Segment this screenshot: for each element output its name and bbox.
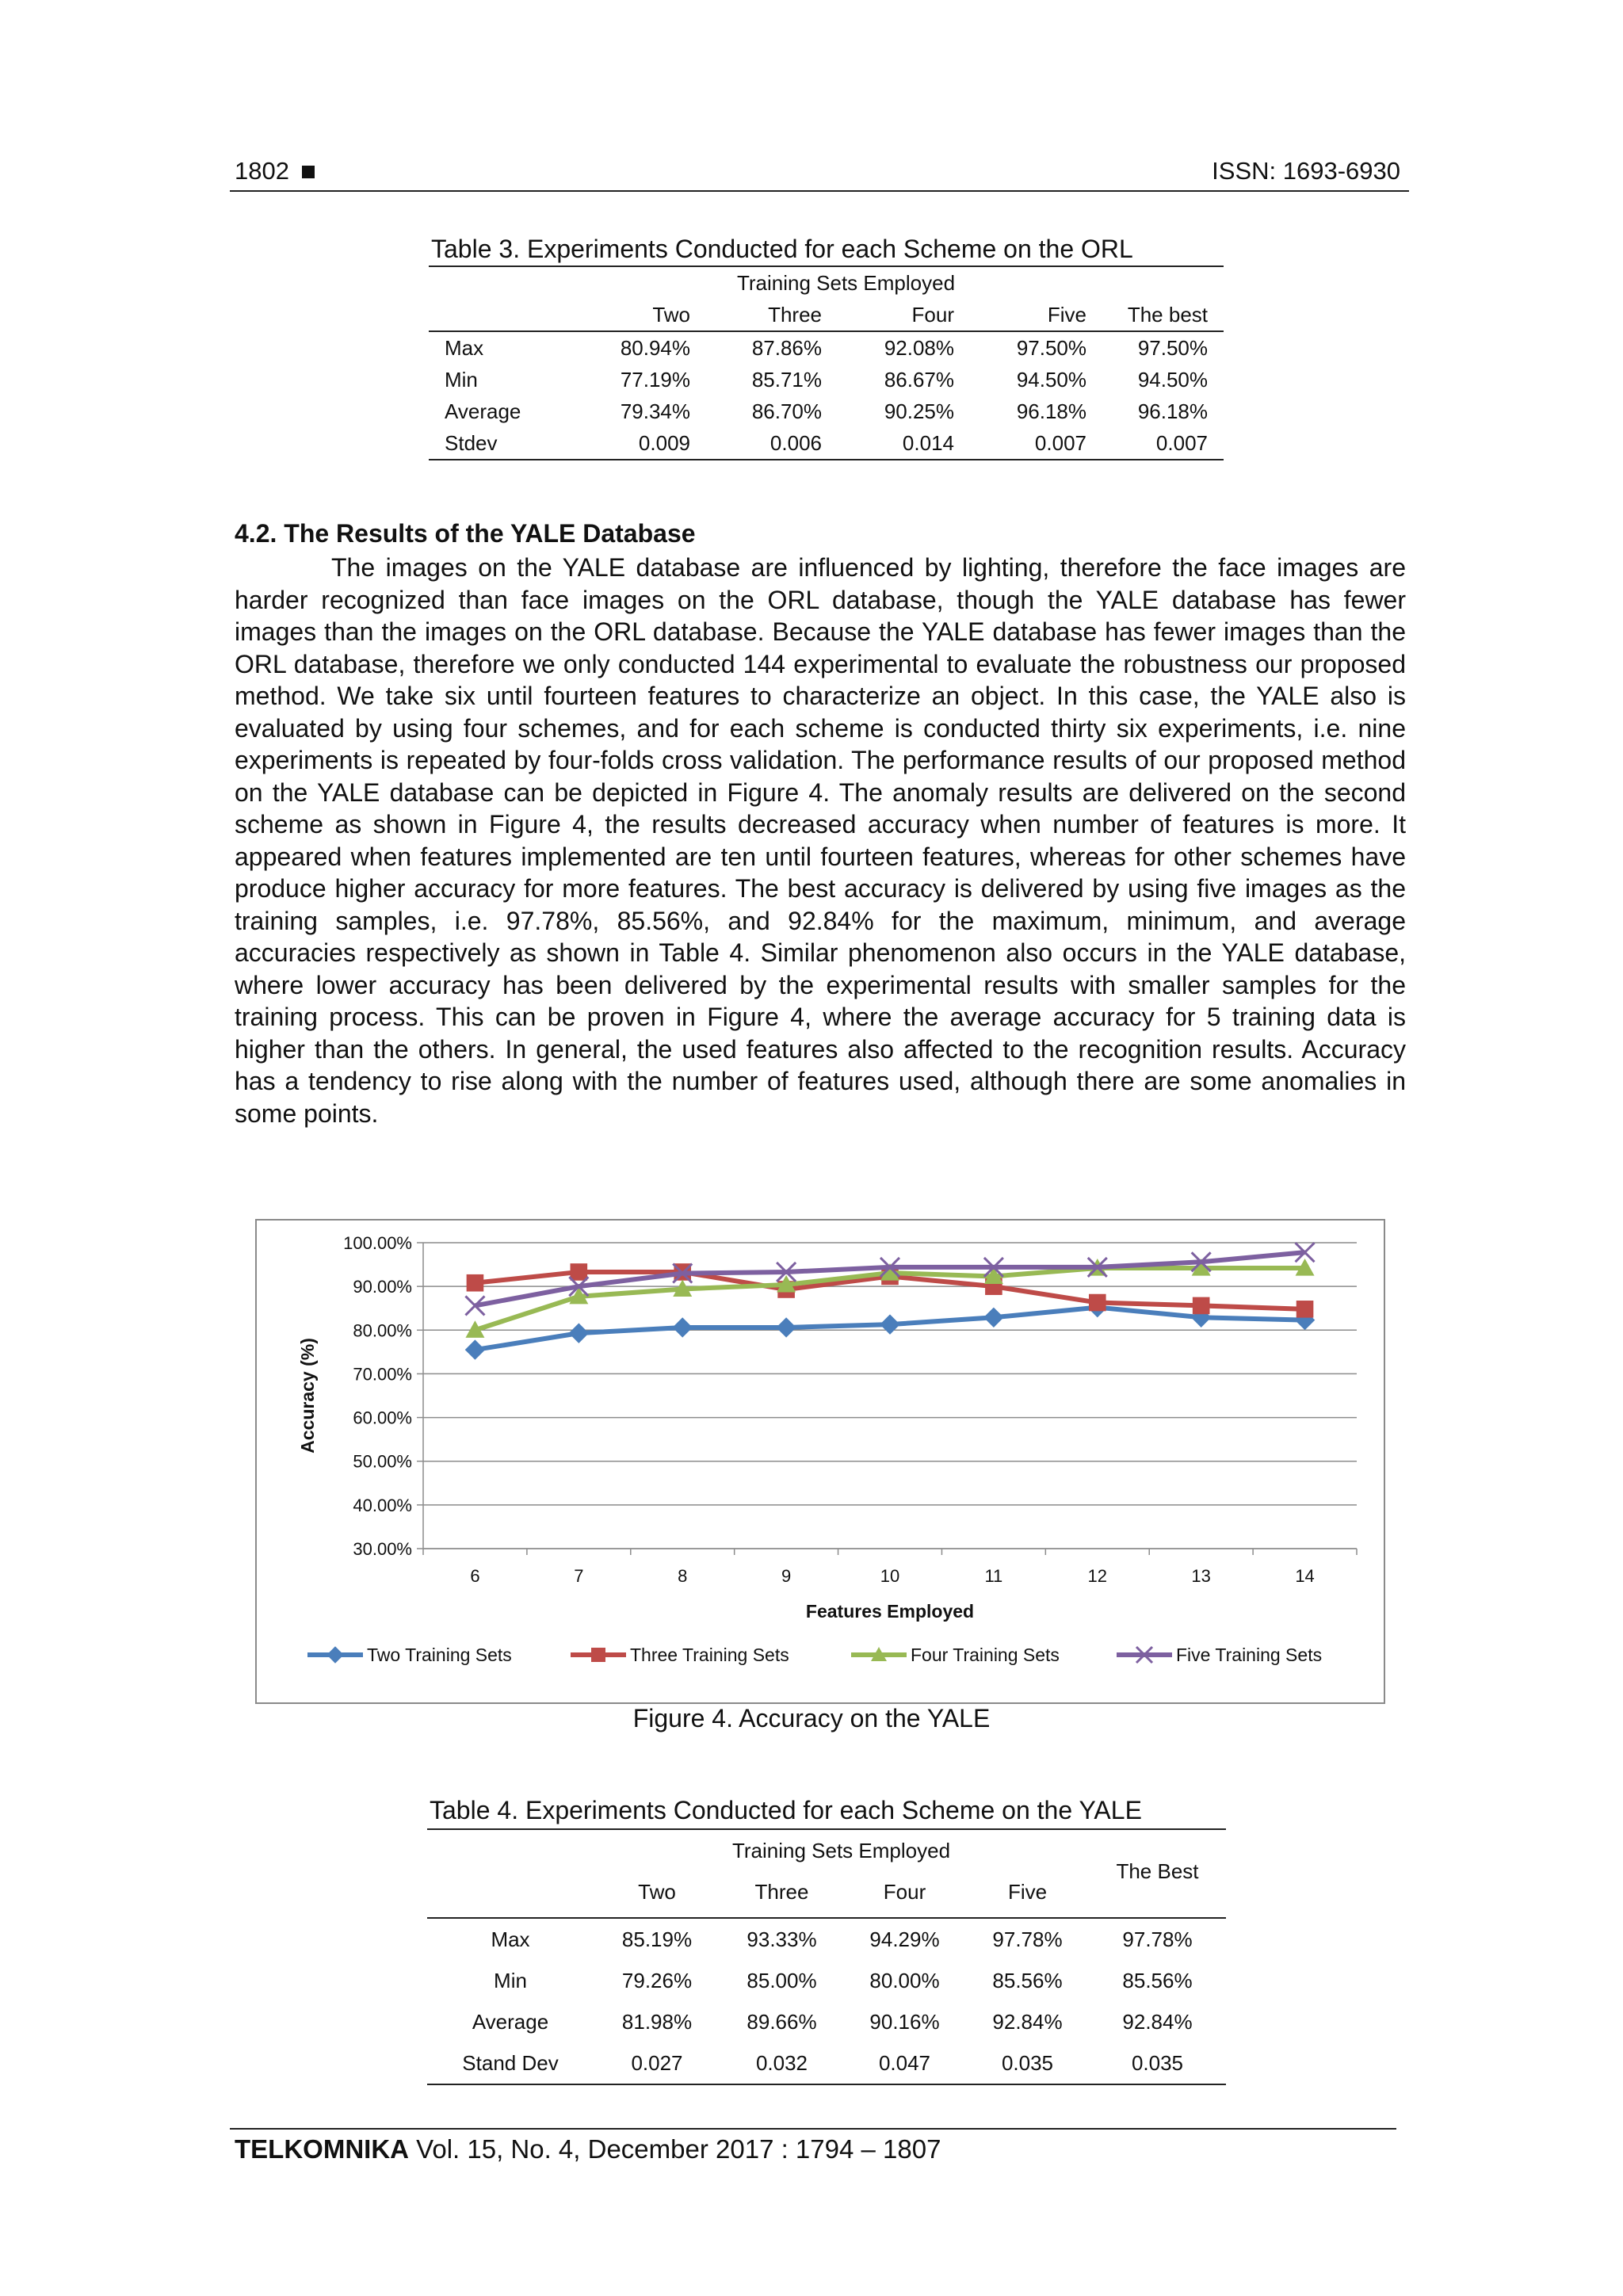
legend-marker: [591, 1648, 605, 1662]
data-point: [467, 1274, 484, 1292]
table-cell: 86.70%: [751, 399, 822, 423]
table-cell: 92.84%: [992, 2009, 1063, 2034]
y-tick-label: 80.00%: [353, 1320, 412, 1341]
table-row: [427, 2001, 1226, 2042]
table-row: [429, 427, 1224, 460]
table-cell: 81.98%: [621, 2009, 693, 2034]
table-cell: 79.26%: [621, 1968, 693, 1992]
row-label: Min: [494, 1968, 527, 1992]
table3: [429, 266, 1224, 460]
table-cell: 97.78%: [1122, 1927, 1193, 1951]
data-point: [1296, 1301, 1314, 1318]
table3-col-header: The best: [1102, 299, 1224, 331]
table-cell: 87.86%: [751, 335, 822, 360]
table-cell: 96.18%: [1137, 399, 1208, 423]
journal-name: TELKOMNIKA: [235, 2134, 409, 2164]
table-cell: 77.19%: [620, 367, 690, 392]
table-cell: 89.66%: [747, 2009, 817, 2034]
data-point: [777, 1318, 796, 1337]
data-point: [880, 1315, 899, 1334]
x-tick-label: 14: [1295, 1566, 1315, 1586]
table-row: [427, 1918, 1226, 1960]
x-tick-label: 10: [880, 1566, 900, 1586]
table3-col-header: Two: [587, 299, 706, 331]
table-cell: 85.56%: [992, 1968, 1063, 1992]
table-cell: 97.78%: [992, 1927, 1063, 1951]
table-cell: 0.007: [1034, 430, 1086, 455]
table-cell: 93.33%: [747, 1927, 817, 1951]
row-label: Stdev: [445, 430, 498, 455]
table-cell: 90.16%: [869, 2009, 940, 2034]
table4-col-header: Three: [754, 1879, 809, 1904]
row-label: Max: [491, 1927, 530, 1951]
table3-col-header: Four: [838, 299, 970, 331]
paragraph-text: The images on the YALE database are influenced by lighting, therefore the face images are harder recognized than face images on the ORL database, though the YALE database has fewer images than the images on the ORL database. Because the YALE database has fewer images than the ORL database, therefore we only conducted 144 experimental to evaluate the robustness our proposed method. We take six until fourteen features to characterize an object. In this case, the YALE also is evaluated by using four schemes, and for each scheme is conducted thirty six experiments, i.e. nine experiments is repeated by four-folds cross validation. The performance results of our proposed method on the YALE database can be depicted in Figure 4. The anomaly results are delivered on the second scheme as shown in Figure 4, the results decreased accuracy when number of features is more. It appeared when features implemented are ten until fourteen features, whereas for other schemes have produce higher accuracy for more features. The best accuracy is delivered by using five images as the training samples, i.e. 97.78%, 85.56%, and 92.84% for the maximum, minimum, and average accuracies respectively as shown in Table 4. Similar phenomenon also occurs in the YALE database, where lower accuracy has been delivered by the experimental results with smaller samples for the training process. This can be proven in Figure 4, where the average accuracy for 5 training data is higher than the others. In general, the used features also affected to the recognition results. Accuracy has a tendency to rise along with the number of features used, although there are some anomalies in some points.: [235, 553, 1406, 1128]
x-tick-label: 8: [678, 1566, 688, 1586]
table-cell: 0.035: [1131, 2050, 1184, 2075]
table-row: [427, 1960, 1226, 2001]
figure4-caption: Figure 4. Accuracy on the YALE: [632, 1704, 991, 1733]
x-tick-label: 7: [574, 1566, 584, 1586]
row-label: Min: [445, 367, 478, 392]
table-cell: 0.007: [1155, 430, 1208, 455]
table4-col-header: Five: [1007, 1879, 1048, 1904]
table-cell: 94.50%: [1016, 367, 1086, 392]
y-tick-label: 50.00%: [353, 1451, 412, 1472]
table-cell: 96.18%: [1016, 399, 1086, 423]
accuracy-line-chart: [257, 1221, 1384, 1702]
section-paragraph: [235, 552, 1406, 1129]
table3-col-header: Three: [706, 299, 838, 331]
table-cell: 0.047: [878, 2050, 931, 2075]
table-row: [429, 364, 1224, 395]
table-row: [427, 2042, 1226, 2084]
table4-caption: Table 4. Experiments Conducted for each Scheme on the YALE: [430, 1796, 1142, 1824]
x-axis-label: Features Employed: [805, 1601, 975, 1622]
table-cell: 0.006: [769, 430, 822, 455]
table-cell: 0.035: [1001, 2050, 1054, 2075]
table3-caption: Table 3. Experiments Conducted for each Scheme on the ORL: [431, 235, 1133, 263]
x-tick-label: 12: [1087, 1566, 1108, 1586]
table-cell: 94.29%: [869, 1927, 940, 1951]
row-label: Stand Dev: [462, 2050, 559, 2075]
y-axis-label: Accuracy (%): [297, 1338, 318, 1454]
figure4-chart: [255, 1219, 1385, 1704]
table3-group-header: Training Sets Employed: [736, 270, 956, 295]
data-point: [984, 1308, 1003, 1327]
table4-group-header: Training Sets Employed: [731, 1838, 951, 1862]
table4-col-header: Two: [638, 1879, 676, 1904]
y-tick-label: 90.00%: [353, 1277, 412, 1297]
legend-label: Four Training Sets: [911, 1645, 1060, 1665]
legend-label: Five Training Sets: [1176, 1645, 1323, 1665]
legend-label: Two Training Sets: [367, 1645, 512, 1665]
table-cell: 0.014: [902, 430, 954, 455]
x-tick-label: 6: [470, 1566, 480, 1586]
table4: [427, 1828, 1226, 2085]
data-point: [1193, 1297, 1210, 1315]
table-cell: 85.56%: [1122, 1968, 1193, 1992]
table-cell: 0.027: [631, 2050, 683, 2075]
table-cell: 80.94%: [620, 335, 690, 360]
table-cell: 97.50%: [1016, 335, 1086, 360]
section-title: 4.2. The Results of the YALE Database: [235, 519, 696, 548]
data-point: [571, 1263, 588, 1281]
table-cell: 86.67%: [884, 367, 954, 392]
footer-citation: [235, 2134, 941, 2164]
y-tick-label: 70.00%: [353, 1364, 412, 1385]
y-tick-label: 100.00%: [343, 1233, 412, 1253]
table-cell: 79.34%: [620, 399, 690, 423]
x-tick-label: 13: [1191, 1566, 1211, 1586]
data-point: [673, 1318, 692, 1337]
y-tick-label: 60.00%: [353, 1408, 412, 1428]
row-label: Max: [445, 335, 484, 360]
table4-best-header: The Best: [1116, 1859, 1199, 1883]
table-cell: 92.08%: [884, 335, 954, 360]
table3-col-header: Five: [970, 299, 1102, 331]
data-point: [465, 1340, 484, 1359]
table-row: [429, 395, 1224, 427]
table-cell: 85.00%: [747, 1968, 817, 1992]
table-cell: 85.71%: [751, 367, 822, 392]
footer-volume: Vol. 15, No. 4, December 2017 : 1794 – 1807: [408, 2134, 941, 2164]
legend-marker: [327, 1647, 343, 1663]
table-cell: 92.84%: [1122, 2009, 1193, 2034]
square-bullet-icon: [302, 166, 315, 178]
table-row: [429, 331, 1224, 364]
data-point: [1089, 1294, 1106, 1312]
x-tick-label: 11: [984, 1566, 1003, 1586]
legend-label: Three Training Sets: [630, 1645, 789, 1665]
page-number: 1802: [235, 157, 315, 185]
row-label: Average: [445, 399, 521, 423]
table4-col-header: Four: [883, 1879, 926, 1904]
table-cell: 0.032: [755, 2050, 808, 2075]
table-cell: 0.009: [638, 430, 690, 455]
footer-rule: [230, 2128, 1396, 2130]
header-rule: [230, 190, 1409, 192]
table-cell: 94.50%: [1137, 367, 1208, 392]
x-tick-label: 9: [781, 1566, 792, 1586]
y-tick-label: 40.00%: [353, 1495, 412, 1515]
table-cell: 97.50%: [1137, 335, 1208, 360]
table-cell: 85.19%: [621, 1927, 693, 1951]
y-tick-label: 30.00%: [353, 1539, 412, 1559]
data-point: [569, 1324, 588, 1343]
row-label: Average: [472, 2009, 549, 2034]
table-cell: 90.25%: [884, 399, 954, 423]
issn: ISSN: 1693-6930: [1212, 157, 1400, 185]
table-cell: 80.00%: [869, 1968, 940, 1992]
